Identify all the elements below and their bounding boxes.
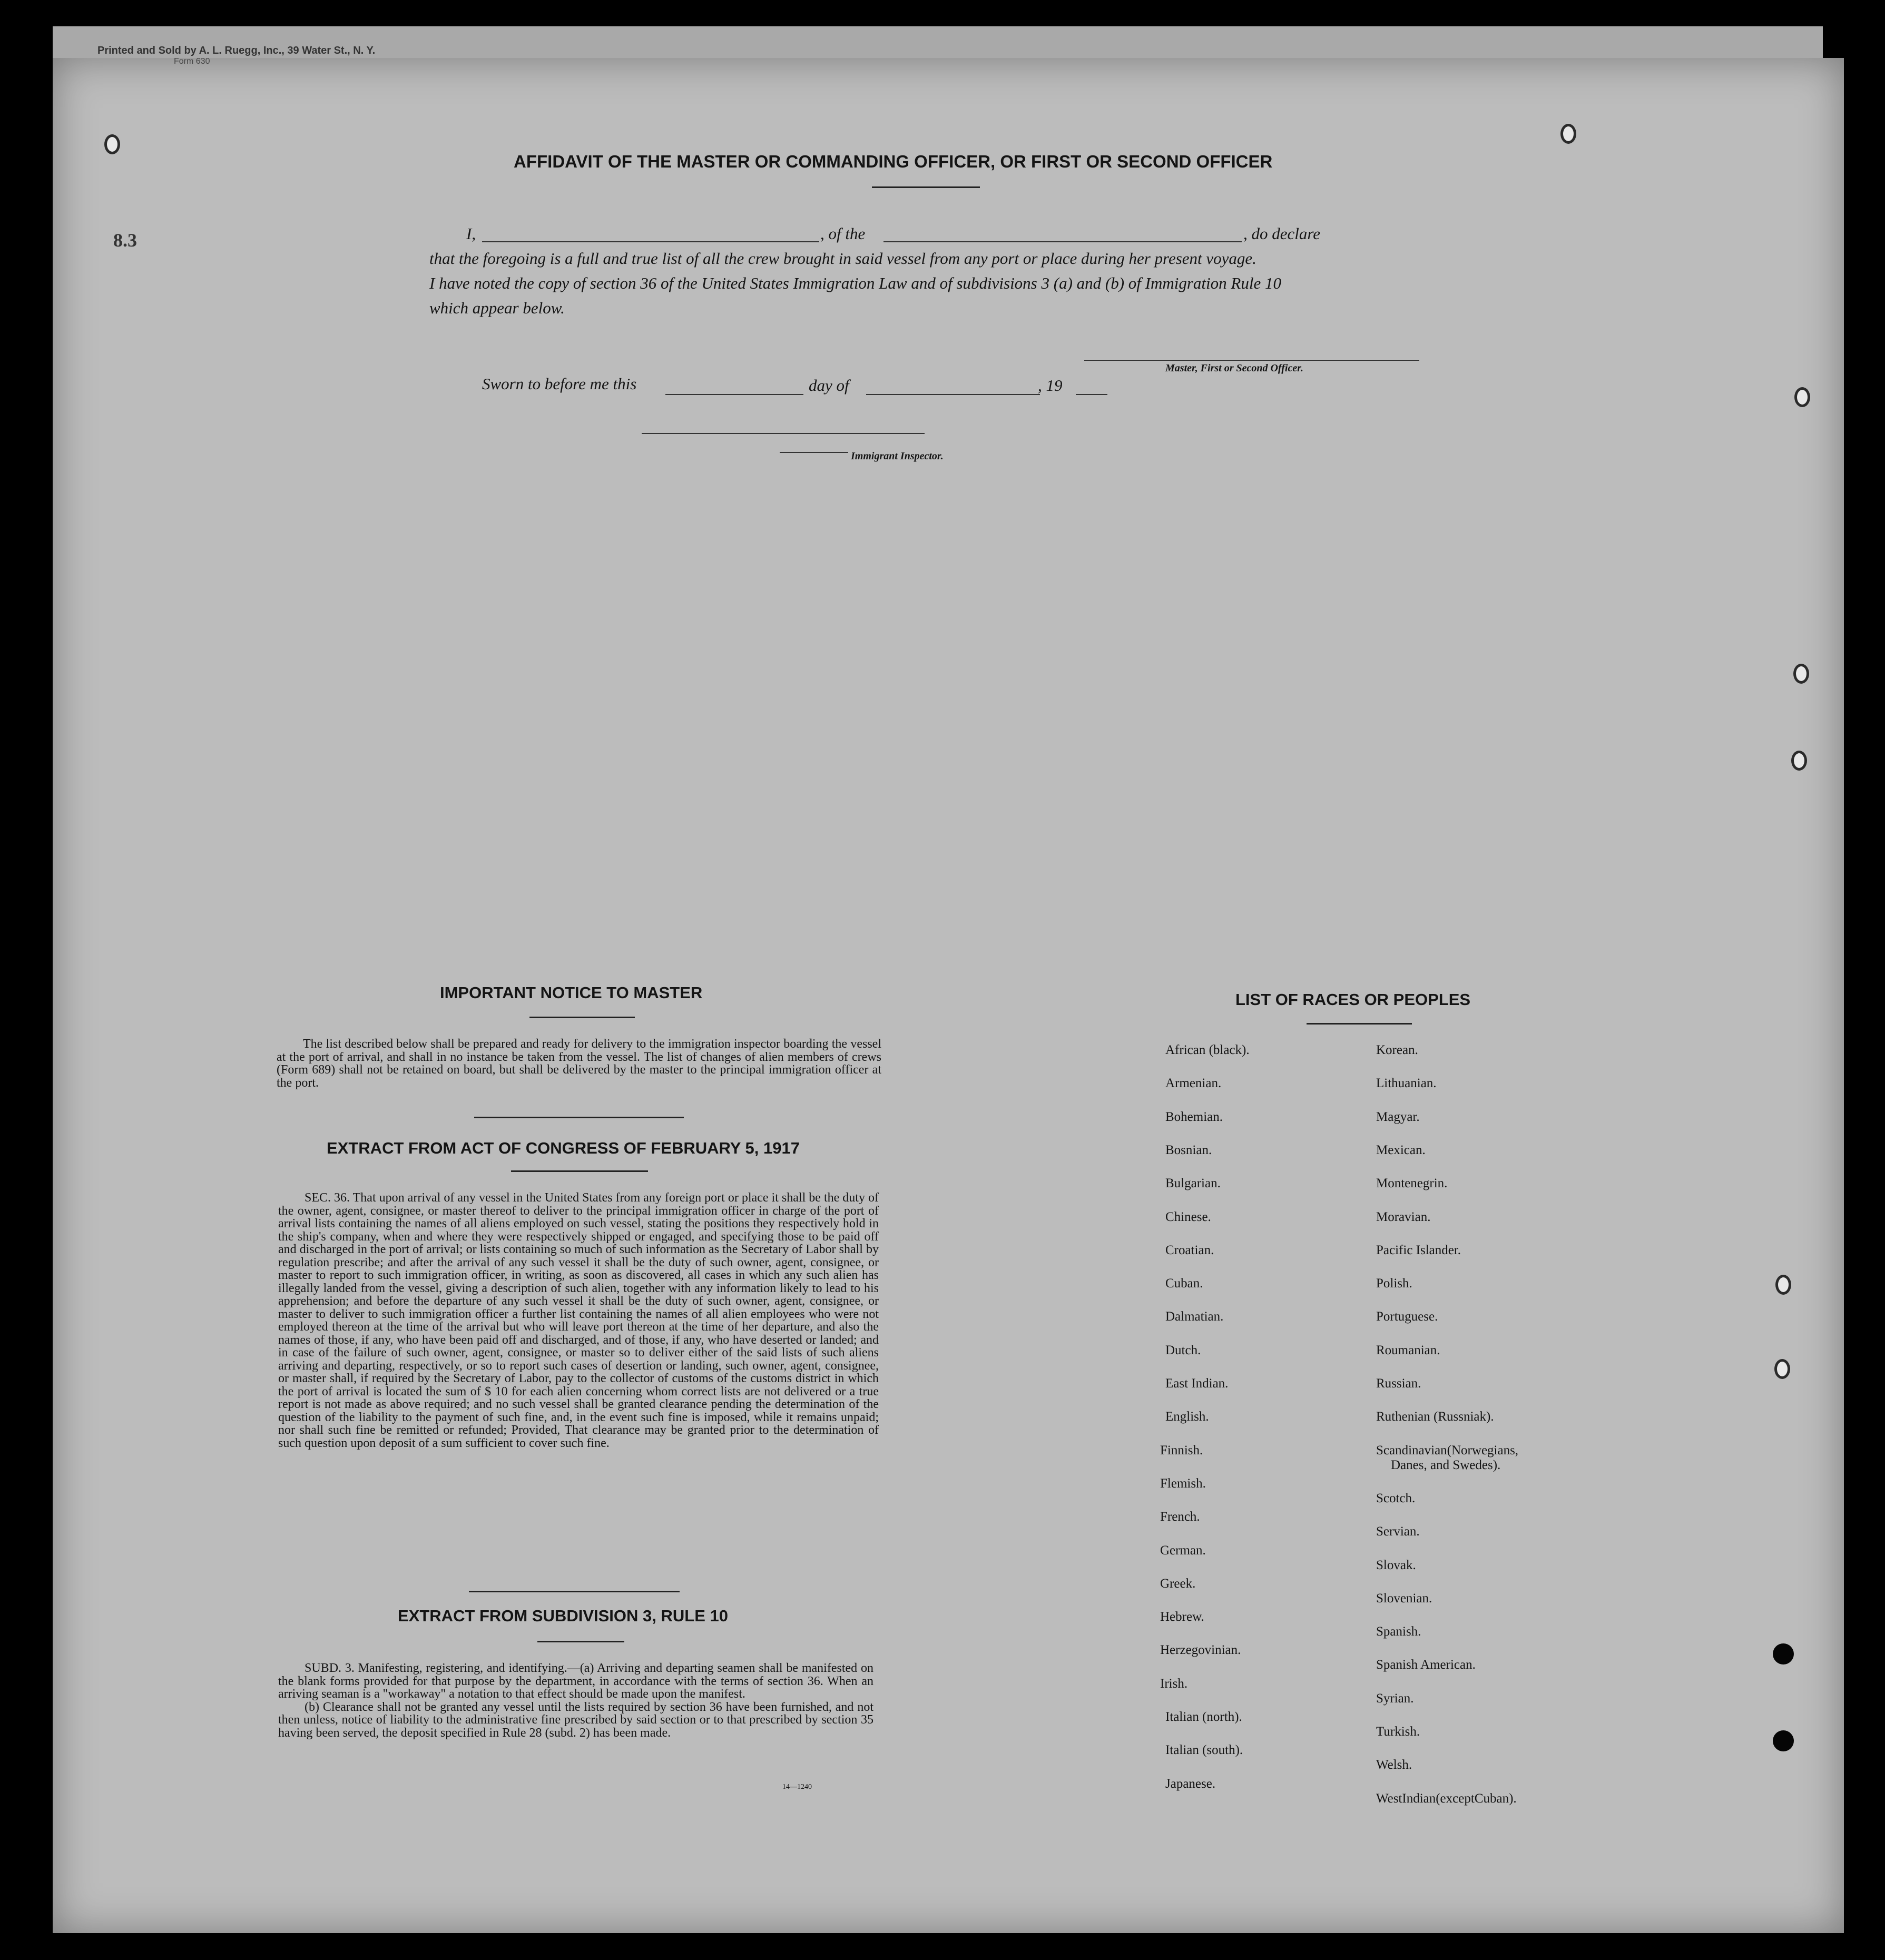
affidavit-body (429, 221, 1425, 320)
day-blank (665, 394, 803, 395)
race-item: East Indian. (1165, 1376, 1229, 1391)
race-item: Finnish. (1160, 1443, 1203, 1457)
rule-text (278, 1662, 873, 1739)
race-item: Scandinavian(Norwegians, (1376, 1443, 1519, 1457)
punch-hole-dark (1773, 1643, 1794, 1664)
inspector-label: Immigrant Inspector. (851, 450, 944, 462)
race-item: Bosnian. (1165, 1142, 1212, 1157)
affidavit-heading: AFFIDAVIT OF THE MASTER OR COMMANDING OFFICER, OR FIRST OR SECOND OFFICER (514, 152, 1273, 171)
divider (469, 1591, 680, 1592)
divider (511, 1170, 648, 1172)
inspector-short-line (780, 452, 848, 453)
rule-paragraph-b: (b) Clearance shall not be granted any vessel until the lists required by section 36 have been furnished, and not then unless, notice of liability to the administrative fine prescribed by said section or to that prescribed by section 35 having been served, the deposit specified in Rule 28 (subd. 2) has been made. (278, 1700, 873, 1740)
race-item: Portuguese. (1376, 1309, 1438, 1324)
signature-line (1084, 360, 1419, 361)
signature-label: Master, First or Second Officer. (1165, 362, 1303, 374)
act-text (278, 1191, 879, 1450)
race-item: Italian (south). (1165, 1743, 1243, 1758)
race-item: Montenegrin. (1376, 1176, 1448, 1191)
race-item: Croatian. (1165, 1243, 1214, 1257)
race-item: Armenian. (1165, 1076, 1222, 1091)
race-item: WestIndian(exceptCuban). (1376, 1791, 1517, 1806)
punch-hole (1794, 387, 1810, 407)
race-item: Greek. (1160, 1576, 1196, 1591)
race-item: Flemish. (1160, 1476, 1206, 1491)
race-item: Spanish. (1376, 1624, 1421, 1639)
race-item: Korean. (1376, 1043, 1418, 1057)
day-of-text: day of (809, 376, 849, 395)
race-item: Bohemian. (1165, 1109, 1223, 1124)
race-item: Herzegovinian. (1160, 1643, 1241, 1658)
affidavit-line4: which appear below. (429, 299, 565, 317)
race-item: Roumanian. (1376, 1343, 1440, 1357)
rule-heading: EXTRACT FROM SUBDIVISION 3, RULE 10 (398, 1607, 728, 1625)
race-item: Pacific Islander. (1376, 1243, 1461, 1257)
race-item: African (black). (1165, 1043, 1250, 1057)
document-sheet (53, 58, 1844, 1933)
race-item: Magyar. (1376, 1109, 1420, 1124)
race-item: Cuban. (1165, 1276, 1203, 1291)
race-item: Slovak. (1376, 1558, 1416, 1572)
race-item: German. (1160, 1543, 1206, 1558)
race-item: Welsh. (1376, 1758, 1412, 1772)
vessel-blank (883, 241, 1242, 242)
divider (1307, 1023, 1412, 1025)
handwritten-mark: 8.3 (113, 230, 137, 251)
race-item: Ruthenian (Russniak). (1376, 1410, 1494, 1424)
race-item: French. (1160, 1510, 1200, 1524)
race-item: Syrian. (1376, 1691, 1414, 1706)
race-item: Italian (north). (1165, 1710, 1242, 1724)
divider (872, 186, 980, 188)
notice-heading: IMPORTANT NOTICE TO MASTER (440, 983, 703, 1002)
punch-hole (1774, 1359, 1790, 1379)
year-blank (1076, 394, 1107, 395)
race-item: Bulgarian. (1165, 1176, 1221, 1191)
month-blank (866, 394, 1040, 395)
race-item: English. (1165, 1410, 1209, 1424)
punch-hole-dark (1773, 1730, 1794, 1751)
inspector-line (642, 433, 925, 434)
race-item: Polish. (1376, 1276, 1412, 1291)
race-item: Dalmatian. (1165, 1309, 1224, 1324)
sworn-text: Sworn to before me this (482, 375, 637, 393)
race-item: Lithuanian. (1376, 1076, 1437, 1091)
race-item: Scotch. (1376, 1491, 1416, 1505)
punch-hole (1793, 664, 1809, 684)
race-item: Russian. (1376, 1376, 1421, 1391)
name-blank (482, 241, 819, 242)
punch-hole (1775, 1275, 1791, 1295)
act-heading: EXTRACT FROM ACT OF CONGRESS OF FEBRUARY 5, 1917 (327, 1139, 800, 1157)
divider (474, 1117, 684, 1118)
form-number: 14—1240 (782, 1783, 812, 1791)
printer-form-number: Form 630 (174, 57, 210, 66)
race-item: Mexican. (1376, 1142, 1426, 1157)
race-item: Slovenian. (1376, 1591, 1432, 1606)
affidavit-of-the: , of the (820, 224, 866, 243)
rule-paragraph-a: SUBD. 3. Manifesting, registering, and identifying.—(a) Arriving and departing seamen shall be manifested on the blank forms provided for that purpose by the department, in accordance with the terms of section 36. When an arriving seaman is a "workaway" a notation to that effect should be made upon the manifest. (278, 1661, 873, 1701)
affidavit-line2: that the foregoing is a full and true list of all the crew brought in said vessel from any port or place during her present voyage. (429, 249, 1256, 268)
race-item: Japanese. (1165, 1776, 1216, 1791)
race-item: Moravian. (1376, 1209, 1431, 1224)
act-paragraph: SEC. 36. That upon arrival of any vessel in the United States from any foreign port or place it shall be the duty of the owner, agent, consignee, or master thereof to deliver to the principal immigration officer in charge of the port of arrival lists containing the names of all aliens employed on such vessel, stating the positions they respectively hold in the ship's company, when and where they were respectively shipped or engaged, and specifying those to be paid off and discharged in the port of arrival; or lists containing so much of such information as the Secretary of Labor shall by regulation prescribe; and after the arrival of any such vessel it shall be the duty of such owner, agent, consignee, or master to report to such immigration officer, in writing, as soon as discovered, all cases in which any such alien has illegally landed from the vessel, giving a description of such alien, together with any information likely to lead to his apprehension; and before the departure of any such vessel it shall be the duty of such owner, agent, consignee, or master to deliver to such immigration officer a further list containing the names of all alien employees who were not employed thereon at the time of the arrival but who will leave port thereon at the time of her departure, and also the names of those, if any, who have been paid off and discharged, and of those, if any, who have deserted or landed; and in case of the failure of such owner, agent, consignee, or master so to deliver either of the said lists of such aliens arriving and departing, respectively, or so to report such cases of desertion or landing, such owner, agent, consignee, or master shall, if required by the Secretary of Labor, pay to the collector of customs of the customs district in which the port of arrival is located the sum of $ 10 for each alien concerning whom correct lists are not delivered or a true report is not made as above required; and no such vessel shall be granted clearance pending the determination of the question of the liability to the payment of such fine, and, in the event such fine is imposed, while it remains unpaid; nor shall such fine be remitted or refunded; Provided, That clearance may be granted prior to the determination of such question upon deposit of a sum sufficient to cover such fine. (278, 1191, 879, 1450)
punch-hole (104, 134, 120, 154)
race-item: Dutch. (1165, 1343, 1201, 1357)
affidavit-i: I, (466, 224, 476, 243)
divider (537, 1641, 624, 1642)
race-item: Irish. (1160, 1676, 1188, 1691)
divider (529, 1017, 635, 1018)
affidavit-declare: , do declare (1243, 224, 1321, 243)
race-item-continuation: Danes, and Swedes). (1391, 1457, 1501, 1472)
affidavit-line3: I have noted the copy of section 36 of the United States Immigration Law and of subdivisions 3 (a) and (b) of Immigration Rule 10 (429, 274, 1281, 292)
punch-hole (1791, 751, 1807, 771)
race-item: Servian. (1376, 1524, 1420, 1539)
notice-text (277, 1038, 881, 1089)
punch-hole (1560, 124, 1576, 144)
race-item: Chinese. (1165, 1209, 1211, 1224)
race-item: Hebrew. (1160, 1610, 1204, 1624)
printer-imprint: Printed and Sold by A. L. Ruegg, Inc., 39 Water St., N. Y. (97, 45, 376, 56)
race-item: Spanish American. (1376, 1658, 1476, 1672)
races-heading: LIST OF RACES OR PEOPLES (1235, 990, 1471, 1009)
notice-paragraph: The list described below shall be prepared and ready for delivery to the immigration inspector boarding the vessel at the port of arrival, and shall in no instance be taken from the vessel. The list of changes of alien members of crews (Form 689) shall not be retained on board, but shall be delivered by the master to the principal immigration officer at the port. (277, 1037, 881, 1090)
race-item: Turkish. (1376, 1725, 1420, 1739)
year-text: , 19 (1038, 376, 1063, 395)
